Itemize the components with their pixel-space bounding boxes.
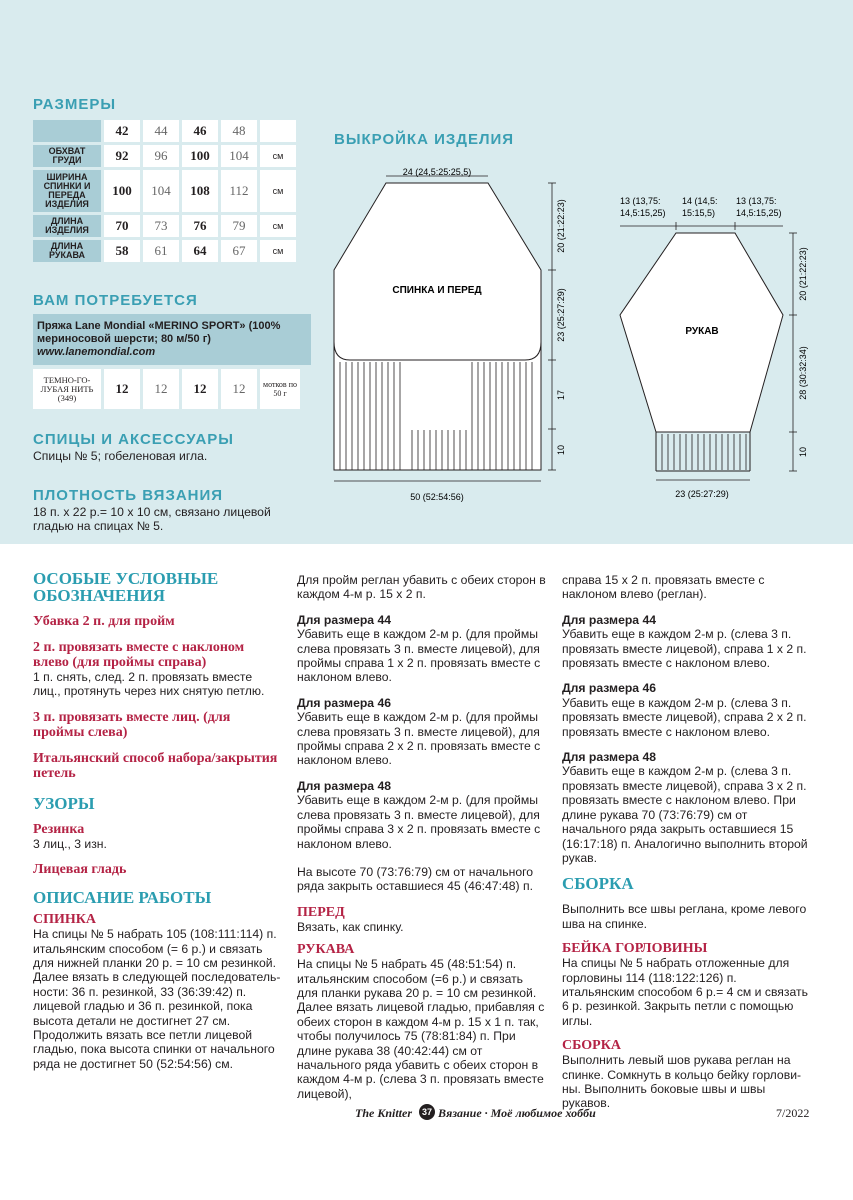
- dim-text: 10: [798, 446, 808, 458]
- pattern-term: Лицевая гладь: [33, 862, 127, 878]
- back-title: СПИНКА: [33, 912, 97, 928]
- paragraph: Убавить еще в каждом 2-м р. (для проймы слева провязать 3 п. вместе лицевой), для проймы справа 3 х 2 п. провязать вместе с наклоном влево.: [297, 793, 541, 851]
- pattern-term: Резинка: [33, 821, 85, 837]
- paragraph: Вязать, как спинку.: [297, 919, 404, 934]
- dim-text: 50 (52:54:56): [410, 492, 464, 502]
- dim-text: 13 (13,75:: [620, 196, 661, 206]
- yarn-line: мериносовой шерсти; 80 м/50 г): [37, 333, 211, 345]
- size-header: 48: [221, 120, 257, 142]
- subheading: Для размера 46: [562, 681, 657, 696]
- dim-text: 14 (14,5:: [682, 196, 718, 206]
- dim-text: 15:15,5): [682, 208, 716, 218]
- subheading: Для размера 48: [562, 750, 657, 765]
- legend-term: 3 п. провязать вместе лиц. (для проймы слева): [33, 709, 231, 740]
- paragraph: справа 15 х 2 п. провязать вместе с наклоном влево (реглан).: [562, 573, 765, 602]
- dim-text: 17: [556, 389, 566, 401]
- size-header: 46: [182, 120, 218, 142]
- paragraph: Убавить еще в каждом 2-м р. (слева 3 п. провязать вместе лицевой), справа 3 х 2 п. провязать вместе с наклоном влево. При длине рукава 70 (73:76:79) см от начального ряда закрыть оставшиеся 15 (16:17:18) п. Аналогично выполнить второй рукав.: [562, 764, 808, 865]
- column-1: [33, 570, 283, 1071]
- paragraph: Убавить еще в каждом 2-м р. (для проймы слева провязать 3 п. вместе лицевой), для проймы справа 2 х 2 п. провязать вместе с наклоном влево.: [297, 710, 541, 768]
- back-text: На спицы № 5 набрать 105 (108:111:114) п. итальянским способом (= 6 р.) и связать для нижней планки 20 р. = 10 см резинкой. Далее вязать в следующей последовательности: 36 п. резинкой, 33 (36:39:42) п. лицевой гладью и 36 п. резинкой, пока высота детали не достигнет 27 см. Продолжить вязать все петли лицевой гладью, пока высота спинки от начального ряда не достигнет 50 (52:54:56) см.: [33, 927, 281, 1071]
- dim-text: 23 (25:27:29): [675, 489, 729, 499]
- paragraph: На высоте 70 (73:76:79) см от начального ряда закрыть оставшиеся 45 (46:47:48) п.: [297, 864, 534, 894]
- paragraph: На спицы № 5 набрать отложенные для горловины 114 (118:122:126) п. итальянским способом 6 р.= 4 см и связать 6 р. резинкой. Закрыть петли с помощью иглы.: [562, 956, 808, 1028]
- legend-term: Итальянский способ набора/закрытия петель: [33, 750, 278, 781]
- assembly-title: СБОРКА: [562, 874, 634, 894]
- paragraph: Выполнить все швы реглана, кроме левого шва на спинке.: [562, 902, 807, 931]
- dim-text: 20 (21:22:23): [798, 247, 808, 301]
- row-label: ШИРИНА СПИНКИ И ПЕРЕДА ИЗДЕЛИЯ: [33, 170, 101, 212]
- neck-title: БЕЙКА ГОРЛОВИНЫ: [562, 941, 708, 957]
- row-label: ДЛИНА ИЗДЕЛИЯ: [33, 215, 101, 237]
- paragraph: Убавить еще в каждом 2-м р. (для проймы слева провязать 3 п. вместе лицевой), для проймы справа 1 х 2 п. провязать вместе с наклоном влево.: [297, 627, 541, 685]
- body-label: СПИНКА И ПЕРЕД: [392, 285, 482, 296]
- subheading: Для размера 48: [297, 778, 392, 793]
- sleeve-label: РУКАВ: [685, 326, 719, 337]
- assembly2-title: СБОРКА: [562, 1038, 621, 1054]
- yarn-line: Пряжа Lane Mondial «MERINO SPORT» (100%: [37, 320, 281, 332]
- subheading: Для размера 44: [297, 612, 392, 627]
- paragraph: Для пройм реглан убавить с обеих сторон в каждом 4-м р. 15 х 2 п.: [297, 573, 546, 602]
- yarn-qty-table: ТЕМНО-ГО- ЛУБАЯ НИТЬ (349) 12 12 12 12 мотков по 50 г: [30, 366, 303, 412]
- row-label: ОБХВАТ ГРУДИ: [33, 145, 101, 167]
- size-header: 42: [104, 120, 140, 142]
- legend-title: ОСОБЫЕ УСЛОВНЫЕ ОБОЗНАЧЕНИЯ: [33, 569, 219, 605]
- footer-issue: 7/2022: [776, 1106, 810, 1120]
- legend-term: Убавка 2 п. для пройм: [33, 614, 175, 629]
- legend-term: 2 п. провязать вместе с наклоном влево (для проймы справа): [33, 640, 245, 670]
- paragraph: На спицы № 5 набрать 45 (48:51:54) п. итальянским способом (=6 р.) и связать для планки рукава 20 р. = 10 см резинкой. Далее вязать лицевой гладью, прибавляя с обеих сторон в каждом 4-м р. 15 х 1 п. так, чтобы получилось 75 (78:81:84) п. При длине рукава 38 (40:42:44) см от начального ряда убавить с обеих сторон в каждом 4-м р. (слева 3 п. провязать вместе лицевой),: [297, 957, 545, 1101]
- footer-brand: The Knitter: [355, 1106, 413, 1120]
- footer-magazine: Вязание · Моё любимое хобби: [438, 1106, 596, 1120]
- dim-text: 14,5:15,25): [736, 208, 782, 218]
- gauge-line: 18 п. х 22 р.= 10 х 10 см, связано лицевой: [33, 505, 271, 519]
- size-header: 44: [143, 120, 179, 142]
- dim-text: 10: [556, 444, 566, 456]
- sizes-title: РАЗМЕРЫ: [33, 96, 117, 113]
- dim-text: 20 (21:22:23): [556, 199, 566, 253]
- paragraph: Убавить еще в каждом 2-м р. (слева 3 п. провязать вместе лицевой), справа 2 х 2 п. провязать вместе с наклоном влево.: [562, 695, 807, 739]
- gauge-title: ПЛОТНОСТЬ ВЯЗАНИЯ: [33, 487, 224, 504]
- subheading: Для размера 46: [297, 695, 392, 710]
- gauge-line: гладью на спицах № 5.: [33, 519, 164, 533]
- legend-desc: 1 п. снять, след. 2 п. провязать вместе лиц., протянуть через них снятую петлю.: [33, 670, 265, 699]
- body-outline: [334, 183, 541, 470]
- need-title: ВАМ ПОТРЕБУЕТСЯ: [33, 292, 198, 309]
- row-label: ДЛИНА РУКАВА: [33, 240, 101, 262]
- pattern-title: ВЫКРОЙКА ИЗДЕЛИЯ: [334, 131, 515, 148]
- work-title: ОПИСАНИЕ РАБОТЫ: [33, 888, 212, 908]
- subheading: Для размера 44: [562, 612, 657, 627]
- front-title: ПЕРЕД: [297, 904, 345, 920]
- needles-title: СПИЦЫ И АКСЕССУАРЫ: [33, 431, 234, 448]
- yarn-site: www.lanemondial.com: [37, 346, 156, 358]
- column-3: [562, 573, 812, 1111]
- sleeve-title: РУКАВА: [297, 942, 355, 958]
- paragraph: Убавить еще в каждом 2-м р. (слева 3 п. провязать вместе лицевой), справа 1 х 2 п. провязать вместе с наклоном влево.: [562, 627, 807, 671]
- patterns-title: УЗОРЫ: [33, 793, 95, 813]
- dim-text: 28 (30:32:34): [798, 346, 808, 400]
- page-number: 37: [419, 1104, 435, 1120]
- pattern-diagram: [0, 0, 853, 544]
- dim-text: 13 (13,75:: [736, 196, 777, 206]
- pattern-desc: 3 лиц., 3 изн.: [33, 836, 107, 851]
- needles-text: Спицы № 5; гобеленовая игла.: [33, 449, 208, 463]
- dim-text: 24 (24,5:25:25,5): [402, 167, 472, 177]
- dim-text: 14,5:15,25): [620, 208, 666, 218]
- dim-text: 23 (25:27:29): [556, 288, 566, 342]
- color-label: ТЕМНО-ГО- ЛУБАЯ НИТЬ (349): [33, 369, 101, 409]
- paragraph: Выполнить левый шов рукава реглан на спинке. Сомкнуть в кольцо бейку горловины. Выполнить боковые швы и швы рукавов.: [562, 1053, 802, 1111]
- sizes-table: 42 44 46 48 ОБХВАТ ГРУДИ 92 96 100 104 см ШИРИНА СПИНКИ И ПЕРЕДА ИЗДЕЛИЯ 100 104 108 112 см ДЛИНА ИЗДЕЛИЯ 70 73 76 79 см ДЛИНА РУКАВА 58 61 64 67 см: [30, 117, 299, 265]
- column-2: [297, 573, 547, 1101]
